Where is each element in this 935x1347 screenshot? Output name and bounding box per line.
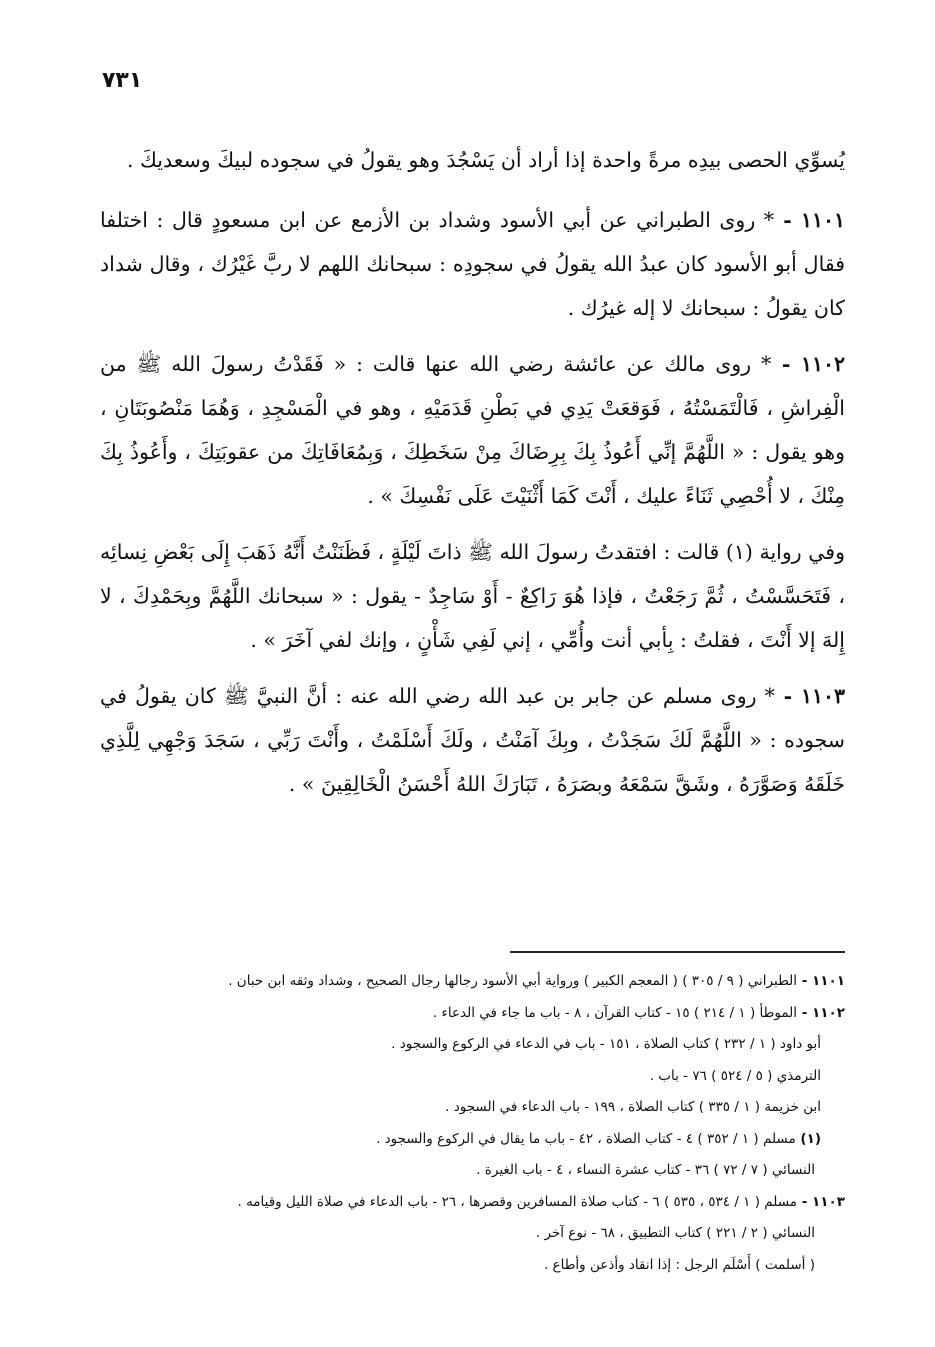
hadith-number: ١١٠٣ - <box>774 684 845 708</box>
footnote-number: ١١٠٢ - <box>797 1004 845 1021</box>
main-text <box>100 138 845 818</box>
footnote-text: الموطأ ( ١ / ٢١٤ ) ١٥ - كتاب القرآن ، ٨ - باب ما جاء في الدعاء . <box>432 1004 798 1021</box>
footnote-1102-tirmidhi <box>110 1061 845 1093</box>
hadith-text: * روى مالك عن عائشة رضي الله عنها قالت : « فَقَدْتُ رسولَ الله ﷺ من الْفِراشِ ، فَالْتَمَسْتُهُ ، فَوَقعَتْ يَدِي في بَطْنِ قَدَمَيْهِ ، وهو في الْمَسْجِدِ ، وَهُمَا مَنْصُوبَتَانِ ، وهو يقول : « اللَّهُمَّ إنِّي أَعُوذُ بِكَ بِرِضَاكَ مِنْ سَخَطِكَ ، وَبِمُعَافَاتِكَ من عقوبَتِكَ ، وأَعُوذُ بِكَ مِنْكَ ، لا أُحْصِي ثَنَاءً عليك ، أَنْتَ كَمَا أَثْنَيْتَ عَلَى نَفْسِكَ » . <box>100 352 845 508</box>
footnote-text: ( أسلمت ) أَسْلَم الرجل : إذا انقاد وأذعن وأطاع . <box>543 1256 815 1273</box>
hadith-1103 <box>100 674 845 806</box>
footnote-text: النسائي ( ٢ / ٢٢١ ) كتاب التطبيق ، ٦٨ - نوع آخر . <box>535 1225 815 1241</box>
footnote-text: مسلم ( ١ / ٥٣٤ ، ٥٣٥ ) ٦ - كتاب صلاة المسافرين وقصرها ، ٢٦ - باب الدعاء في صلاة الليل وقيامه . <box>237 1193 798 1210</box>
footnote-1102-ibn-khuzayma <box>110 1092 845 1124</box>
footnote-glossary-aslamt <box>110 1250 845 1282</box>
hadith-1101 <box>100 198 845 330</box>
footnote-1102 <box>110 998 845 1030</box>
page-number: ٧٣١ <box>102 68 143 93</box>
hadith-1102 <box>100 342 845 518</box>
hadith-1102-variant <box>100 530 845 662</box>
footnote-1101 <box>110 966 845 998</box>
paragraph-text: يُسوِّي الحصى بيدِه مرةً واحدة إذا أراد أن يَسْجُدَ وهو يقولُ في سجوده لبيكَ وسعديكَ . <box>126 148 845 172</box>
footnote-text: ابن خزيمة ( ١ / ٣٣٥ ) كتاب الصلاة ، ١٩٩ - باب الدعاء في السجود . <box>445 1099 821 1115</box>
footnote-text: أبو داود ( ١ / ٢٣٢ ) كتاب الصلاة ، ١٥١ - باب في الدعاء في الركوع والسجود . <box>391 1036 821 1052</box>
hadith-number: ١١٠٢ - <box>771 352 845 376</box>
footnote-1-nasai <box>110 1155 845 1187</box>
footnote-number: ١١٠١ - <box>797 973 845 989</box>
footnote-text: الترمذي ( ٥ / ٥٢٤ ) ٧٦ - باب . <box>649 1067 821 1084</box>
footnote-number: ١١٠٣ - <box>797 1193 845 1210</box>
paragraph-text: وفي رواية (١) قالت : افتقدتُ رسولَ الله ﷺ ذاتَ لَيْلَةٍ ، فَظَنَنْتُ أَنَّهُ ذَهَبَ إِلَى بَعْضِ نِسائِه ، فَتَحَسَّسْتُ ، ثُمَّ رَجَعْتُ ، فإذا هُوَ رَاكِعٌ - أَوْ سَاجِدٌ - يقول : « سبحانك اللَّهُمَّ وبِحَمْدِكَ ، لا إِلهَ إلا أَنْتَ ، فقلتُ : بِأبي أنت وأُمِّي ، إني لَفِي شَأْنٍ ، وإنك لفي آخَرَ » . <box>100 540 845 652</box>
footnote-1103 <box>110 1187 845 1219</box>
footnotes <box>110 966 845 1281</box>
footnote-text: النسائي ( ٧ / ٧٢ ) ٣٦ - كتاب عشرة النساء ، ٤ - باب الغيرة . <box>476 1162 815 1178</box>
footnote-divider <box>510 951 845 953</box>
hadith-text: * روى مسلم عن جابر بن عبد الله رضي الله عنه : أنَّ النبيَّ ﷺ كان يقولُ في سجوده : « اللَّهُمَّ لَكَ سَجَدْتُ ، وبِكَ آمَنْتُ ، ولَكَ أَسْلَمْتُ ، وأَنْتَ رَبِّي ، سَجَدَ وَجْهِي لِلَّذِي خَلَقَهُ وَصَوَّرَهُ ، وشَقَّ سَمْعَهُ وبصَرَهُ ، تَبَارَكَ اللهُ أَحْسَنُ الْخَالِقِينَ » . <box>100 684 845 796</box>
footnote-number: (١) <box>795 1130 821 1147</box>
footnote-1-muslim <box>110 1124 845 1156</box>
hadith-text: * روى الطبراني عن أبي الأسود وشداد بن الأزمع عن ابن مسعودٍ قال : اختلفا فقال أبو الأسود كان عبدُ الله يقولُ في سجودِه : سبحانك اللهم لا ربَّ غَيْرُك ، وقال شداد كان يقولُ : سبحانك لا إله غيرُك . <box>100 208 845 320</box>
hadith-number: ١١٠١ - <box>774 208 845 232</box>
footnote-text: الطبراني ( ٩ / ٣٠٥ ) ( المعجم الكبير ) ورواية أبي الأسود رجالها رجال الصحيح ، وشداد وثقه ابن حبان . <box>228 973 798 989</box>
paragraph-intro <box>100 138 845 182</box>
footnote-text: مسلم ( ١ / ٣٥٢ ) ٤ - كتاب الصلاة ، ٤٢ - باب ما يقال في الركوع والسجود . <box>376 1130 796 1147</box>
footnote-1102-abu-dawud <box>110 1029 845 1061</box>
footnote-1103-nasai <box>110 1218 845 1250</box>
